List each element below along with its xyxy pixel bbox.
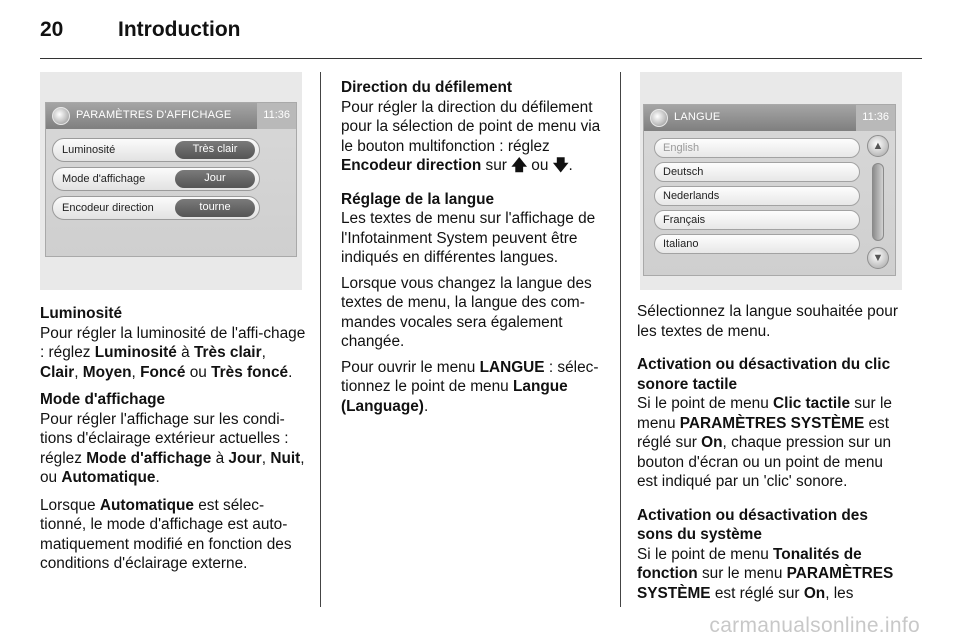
scroll-up-icon: ▲ bbox=[867, 135, 889, 157]
body-text: . bbox=[568, 157, 573, 174]
display-settings-figure bbox=[40, 72, 302, 290]
setting-value: Jour bbox=[175, 170, 255, 188]
arrow-up-icon: 🡅 bbox=[511, 157, 528, 174]
term: PARAMÈTRES SYSTÈME bbox=[679, 414, 865, 432]
header-rule bbox=[40, 58, 922, 59]
column-3 bbox=[637, 302, 905, 614]
setting-label: Luminosité bbox=[62, 144, 116, 156]
section-mode-affichage bbox=[40, 390, 308, 488]
body-text: à bbox=[211, 449, 229, 467]
setting-row-encodeur bbox=[52, 196, 260, 220]
language-option bbox=[654, 210, 860, 230]
column-2 bbox=[341, 78, 605, 427]
term: Clic tactile bbox=[773, 395, 851, 412]
term: Jour bbox=[228, 449, 262, 467]
body-text: , bbox=[74, 363, 83, 381]
column-divider bbox=[620, 72, 621, 607]
screen-clock: 11:36 bbox=[856, 105, 895, 131]
screen-clock: 11:36 bbox=[257, 103, 296, 129]
section-heading: Activation ou désactivation du clic sonore tactile bbox=[637, 356, 891, 393]
display-settings-screen bbox=[45, 102, 297, 257]
scroll-track bbox=[872, 163, 884, 241]
section-heading: Direction du défilement bbox=[341, 79, 513, 96]
body-text: . bbox=[155, 469, 160, 486]
setting-label: Encodeur direction bbox=[62, 202, 154, 214]
term: On bbox=[701, 434, 723, 451]
body-text: Si le point de menu bbox=[637, 545, 774, 563]
arrow-down-icon: 🡇 bbox=[552, 157, 569, 174]
body-text: sur le menu bbox=[637, 395, 892, 432]
language-option bbox=[654, 234, 860, 254]
body-text: ou bbox=[527, 157, 553, 174]
setting-label: Mode d'affichage bbox=[62, 173, 146, 185]
paragraph-select-language: Sélectionnez la langue souhaitée pour les textes de menu. bbox=[637, 303, 898, 340]
body-text: est réglé sur bbox=[710, 584, 804, 602]
term: Très clair bbox=[193, 344, 262, 361]
page-number: 20 bbox=[40, 18, 64, 41]
section-heading: Activation ou désactivation des sons du système bbox=[637, 506, 868, 543]
paragraph-ouvrir-menu bbox=[341, 358, 605, 417]
body-text: sur bbox=[481, 157, 512, 174]
body-text: . bbox=[423, 397, 429, 415]
body-text: : sélec-tionnez le point de menu bbox=[341, 358, 599, 395]
body-text: , bbox=[261, 449, 271, 467]
setting-value: Très clair bbox=[175, 141, 255, 159]
body-text: , bbox=[261, 344, 266, 361]
body-text: , chaque pression sur un bouton d'écran ou un point de menu est indiqué par un 'clic' sonore. bbox=[637, 434, 892, 490]
term: Très foncé bbox=[211, 363, 289, 381]
language-label: Italiano bbox=[663, 238, 699, 250]
term: Foncé bbox=[140, 363, 186, 381]
term: Mode d'affichage bbox=[86, 449, 212, 467]
screen-title-bar bbox=[644, 105, 895, 131]
term: Automatique bbox=[99, 496, 194, 514]
column-1 bbox=[40, 304, 308, 585]
body-text: Les textes de menu sur l'affichage de l'Infotainment System peuvent être indiqués en différentes langues. bbox=[341, 210, 596, 266]
setting-row-luminosite bbox=[52, 138, 260, 162]
term: Langue (Language) bbox=[341, 378, 568, 415]
language-label: Deutsch bbox=[663, 166, 704, 178]
language-option bbox=[654, 186, 860, 206]
body-text: est sélec-tionné, le mode d'affichage est auto-matiquement modifié en fonction des conditions d'éclairage externe. bbox=[40, 496, 292, 572]
term: PARAMÈTRES SYSTÈME bbox=[637, 565, 894, 602]
term: Nuit bbox=[270, 449, 301, 467]
body-text: Si le point de menu bbox=[637, 395, 774, 412]
language-label: Français bbox=[663, 214, 706, 226]
body-text: à bbox=[176, 344, 194, 361]
section-langue bbox=[341, 190, 605, 268]
language-option bbox=[654, 138, 860, 158]
language-screen bbox=[643, 104, 896, 276]
term: Moyen bbox=[82, 363, 132, 381]
column-divider bbox=[320, 72, 321, 607]
term: Automatique bbox=[61, 469, 156, 486]
language-label: English bbox=[663, 142, 700, 154]
section-heading: Réglage de la langue bbox=[341, 190, 495, 208]
body-text: . bbox=[288, 363, 293, 381]
scroll-down-icon: ▼ bbox=[867, 247, 889, 269]
language-label: Nederlands bbox=[663, 190, 720, 202]
body-text: Pour régler la luminosité de l'affi-chage : réglez bbox=[40, 324, 306, 361]
body-text: Pour ouvrir le menu bbox=[341, 358, 480, 376]
term: Tonalités de fonction bbox=[637, 545, 862, 582]
body-text: ou bbox=[185, 363, 212, 381]
watermark: carmanualsonline.info bbox=[709, 614, 920, 637]
language-figure bbox=[640, 72, 902, 290]
body-text: , ou bbox=[40, 449, 305, 486]
paragraph-commandes: Lorsque vous changez la langue des textes de menu, la langue des com-mandes vocales sera également changée. bbox=[341, 274, 592, 350]
term: LANGUE bbox=[479, 358, 545, 376]
term: Luminosité bbox=[94, 344, 177, 361]
section-sons-systeme bbox=[637, 506, 905, 604]
setting-row-mode bbox=[52, 167, 260, 191]
setting-value: tourne bbox=[175, 199, 255, 217]
body-text: , les bbox=[825, 584, 854, 602]
brand-logo-icon bbox=[650, 109, 668, 127]
section-direction bbox=[341, 78, 605, 176]
brand-logo-icon bbox=[52, 107, 70, 125]
screen-title: LANGUE bbox=[674, 111, 721, 123]
term: Clair bbox=[40, 363, 75, 381]
term: On bbox=[803, 584, 826, 602]
paragraph-automatique bbox=[40, 496, 308, 574]
term: Encodeur direction bbox=[341, 157, 482, 174]
section-luminosite bbox=[40, 304, 308, 382]
body-text: Pour régler la direction du défilement pour la sélection de point de menu via le bouton multifonction : réglez bbox=[341, 98, 601, 155]
body-text: Pour régler l'affichage sur les condi-tions d'éclairage extérieur actuelles : réglez bbox=[40, 410, 289, 467]
body-text: sur le menu bbox=[697, 565, 787, 582]
screen-title: PARAMÈTRES D'AFFICHAGE bbox=[76, 109, 232, 121]
section-heading: Luminosité bbox=[40, 305, 123, 322]
section-heading: Mode d'affichage bbox=[40, 391, 166, 408]
screen-scrollbar bbox=[867, 135, 889, 269]
screen-title-bar bbox=[46, 103, 296, 129]
language-option bbox=[654, 162, 860, 182]
body-text: Lorsque bbox=[40, 496, 100, 514]
page-header bbox=[40, 18, 920, 58]
chapter-title: Introduction bbox=[118, 18, 241, 41]
body-text: , bbox=[131, 363, 141, 381]
body-text: est réglé sur bbox=[637, 414, 890, 451]
section-clic-sonore bbox=[637, 355, 905, 492]
